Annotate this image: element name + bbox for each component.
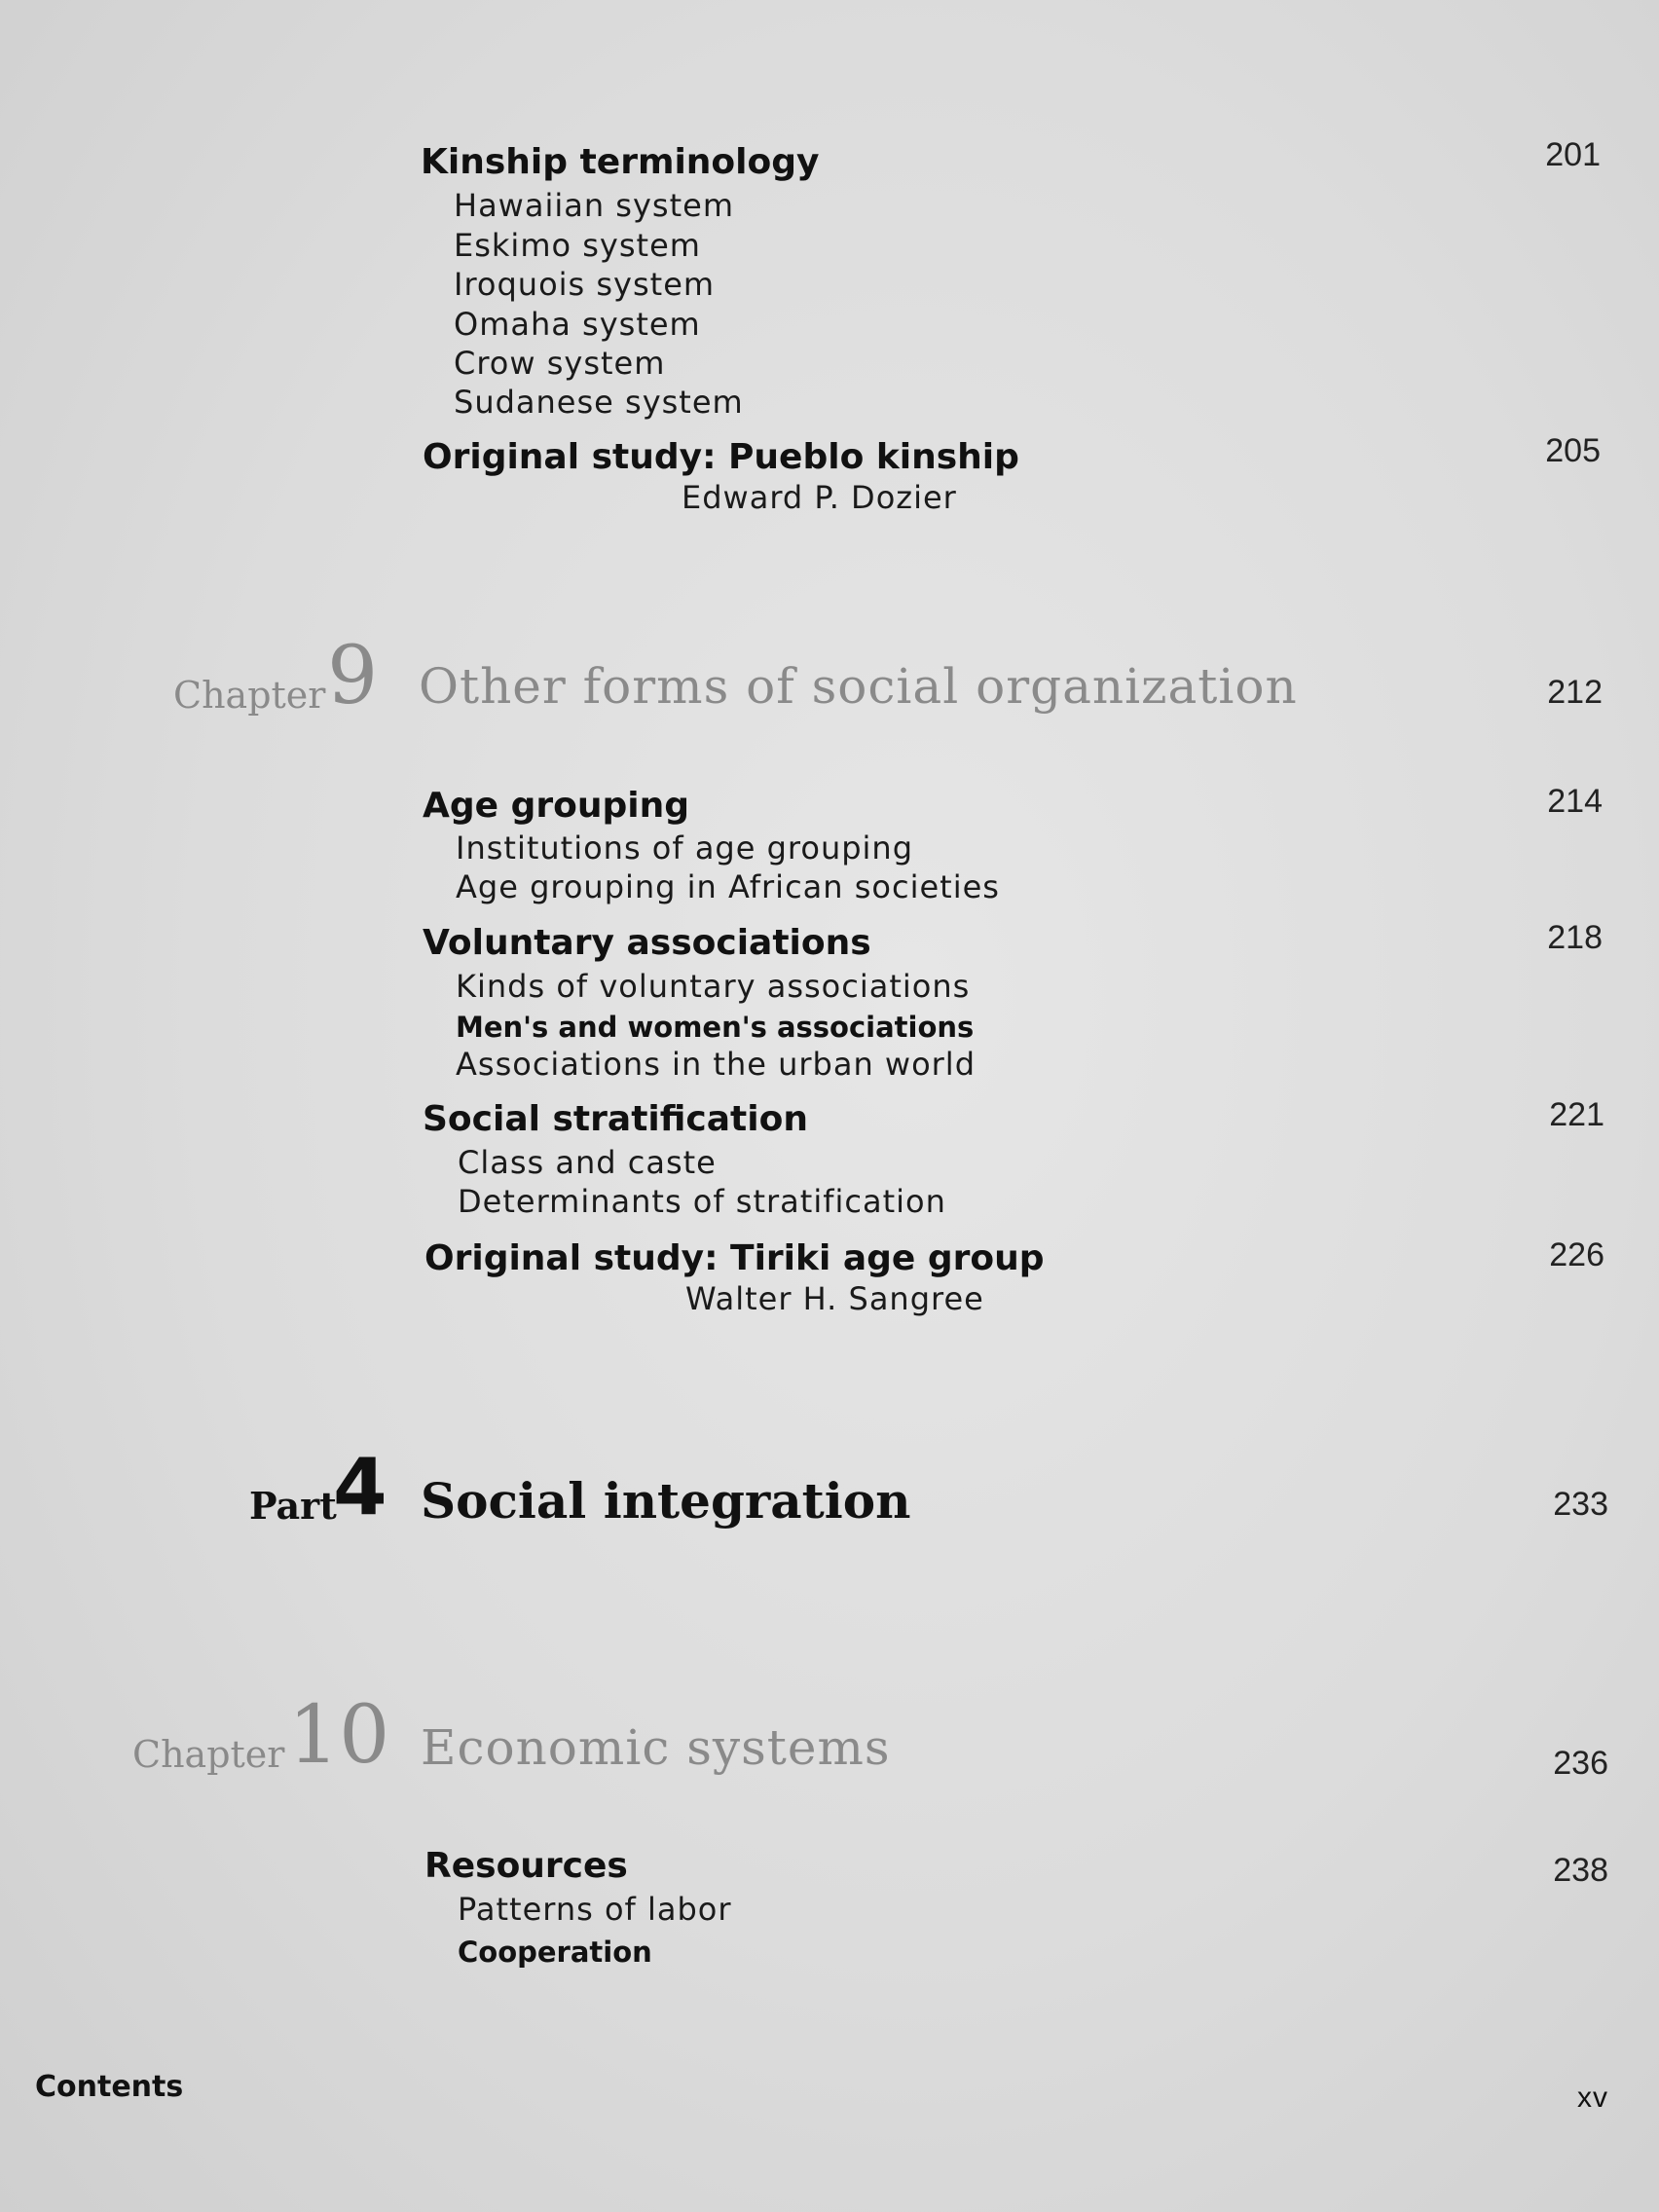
subsection-class-and-caste: Class and caste bbox=[458, 1144, 717, 1181]
section-heading-social-stratification: Social stratification bbox=[423, 1099, 808, 1139]
subsection-omaha-system: Omaha system bbox=[454, 306, 701, 343]
subsection-patterns-of-labor: Patterns of labor bbox=[458, 1891, 732, 1928]
chapter-title-other-forms: Other forms of social organization bbox=[419, 658, 1298, 715]
section-heading-resources: Resources bbox=[424, 1846, 628, 1886]
page-number-voluntary-associations: 218 bbox=[1547, 919, 1603, 956]
subsection-eskimo-system: Eskimo system bbox=[454, 227, 701, 264]
part-label: Part bbox=[249, 1484, 337, 1528]
footer-page-number: xv bbox=[1577, 2082, 1608, 2114]
section-heading-age-grouping: Age grouping bbox=[423, 786, 689, 826]
author-edward-p-dozier: Edward P. Dozier bbox=[682, 479, 957, 516]
page-number-social-stratification: 221 bbox=[1549, 1096, 1604, 1133]
original-study-pueblo-kinship: Original study: Pueblo kinship bbox=[423, 437, 1019, 477]
original-study-tiriki-age-group: Original study: Tiriki age group bbox=[424, 1238, 1045, 1278]
subsection-institutions-of-age-grouping: Institutions of age grouping bbox=[456, 830, 914, 866]
page-number-kinship-terminology: 201 bbox=[1545, 136, 1601, 173]
page-number-resources: 238 bbox=[1553, 1852, 1608, 1889]
subsection-kinds-of-voluntary-associations: Kinds of voluntary associations bbox=[456, 968, 971, 1005]
author-walter-h-sangree: Walter H. Sangree bbox=[685, 1280, 984, 1317]
subsection-sudanese-system: Sudanese system bbox=[454, 384, 744, 421]
chapter-label: Chapter bbox=[173, 674, 326, 717]
subsection-iroquois-system: Iroquois system bbox=[454, 266, 716, 303]
chapter-title-economic-systems: Economic systems bbox=[421, 1719, 891, 1776]
subsection-age-grouping-african: Age grouping in African societies bbox=[456, 868, 1000, 905]
subsection-crow-system: Crow system bbox=[454, 345, 666, 382]
chapter-number-10: 10 bbox=[288, 1689, 390, 1782]
subsection-mens-and-womens-associations: Men's and women's associations bbox=[456, 1011, 975, 1044]
page-number-pueblo-kinship: 205 bbox=[1545, 432, 1601, 469]
part-number-4: 4 bbox=[333, 1442, 387, 1532]
page-number-chapter-10: 236 bbox=[1553, 1745, 1608, 1782]
section-heading-voluntary-associations: Voluntary associations bbox=[423, 923, 871, 963]
subsection-associations-urban-world: Associations in the urban world bbox=[456, 1046, 976, 1083]
page-number-chapter-9: 212 bbox=[1547, 674, 1603, 711]
footer-contents-label: Contents bbox=[35, 2070, 184, 2104]
section-heading-kinship-terminology: Kinship terminology bbox=[421, 142, 820, 182]
subsection-hawaiian-system: Hawaiian system bbox=[454, 187, 734, 224]
chapter-label: Chapter bbox=[132, 1733, 285, 1776]
subsection-determinants-of-stratification: Determinants of stratification bbox=[458, 1183, 946, 1220]
chapter-number-9: 9 bbox=[327, 630, 379, 722]
page-number-part-4: 233 bbox=[1553, 1486, 1608, 1523]
page-number-tiriki-age-group: 226 bbox=[1549, 1236, 1604, 1273]
part-title-social-integration: Social integration bbox=[421, 1472, 911, 1530]
page-number-age-grouping: 214 bbox=[1547, 783, 1603, 820]
subsection-cooperation: Cooperation bbox=[458, 1936, 652, 1969]
